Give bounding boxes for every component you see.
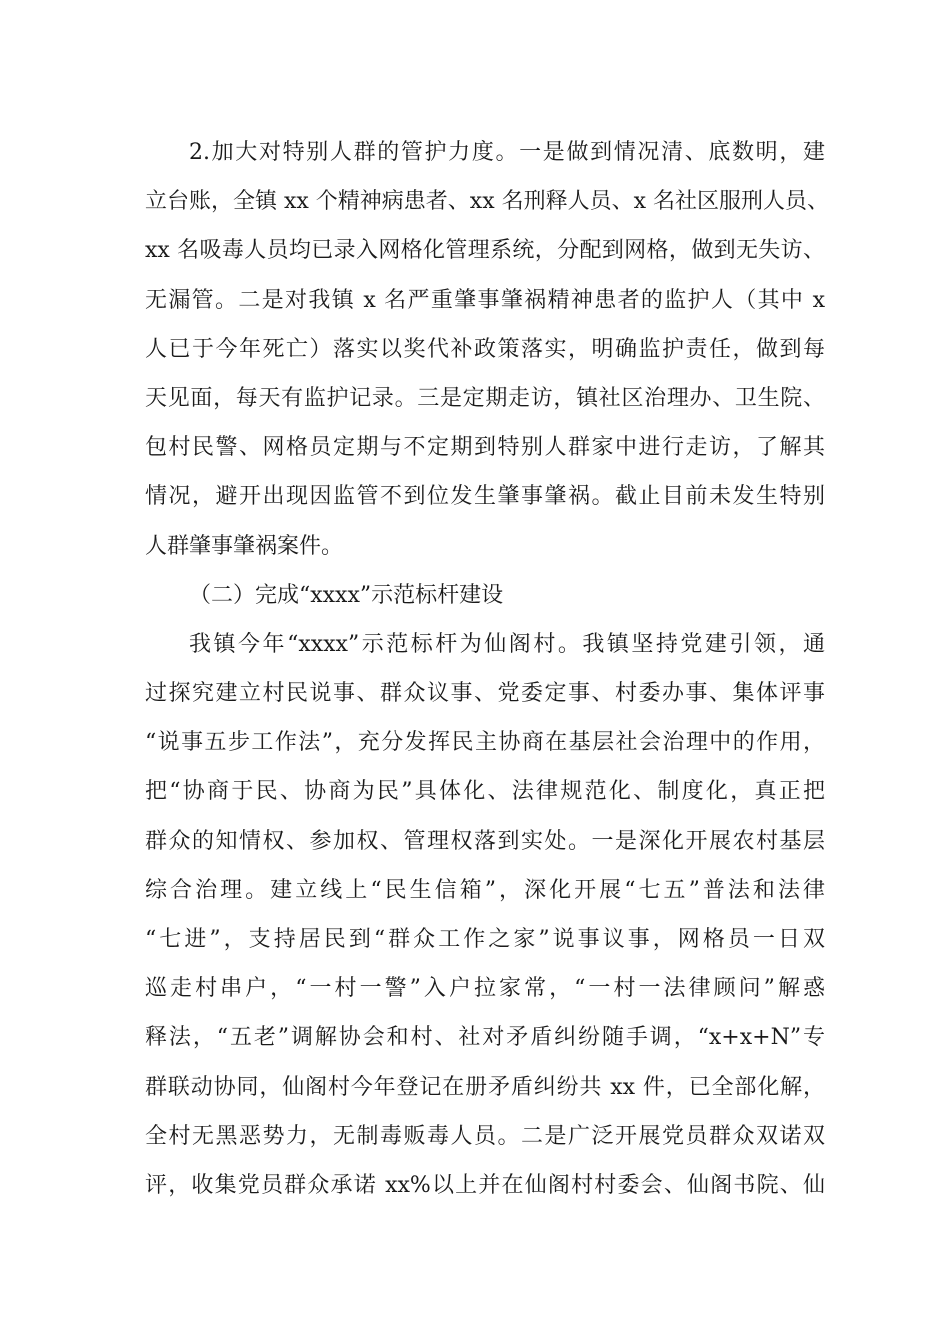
text-line: “七进”，支持居民到“群众工作之家”说事议事，网格员一日双: [145, 927, 825, 952]
text-line: 综合治理。建立线上“民生信箱”，深化开展“七五”普法和法律: [145, 877, 825, 903]
text-line: 人群肇事肇祸案件。: [145, 533, 344, 559]
text-line: 2.加大对特别人群的管护力度。一是做到情况清、底数明，建: [189, 140, 825, 165]
document-body: [145, 133, 830, 1215]
text-line: 群众的知情权、参加权、管理权落到实处。一是深化开展农村基层: [145, 828, 825, 854]
text-line: 释法，“五老”调解协会和村、社对矛盾纠纷随手调，“x+x+N”专: [145, 1025, 825, 1051]
text-line: 群联动协同，仙阁村今年登记在册矛盾纠纷共 xx 件，已全部化解，: [145, 1074, 825, 1100]
text-line: 全村无黑恶势力，无制毒贩毒人员。二是广泛开展党员群众双诺双: [145, 1123, 825, 1149]
text-line: 把“协商于民、协商为民”具体化、法律规范化、制度化，真正把: [145, 779, 825, 805]
paragraph-benchmark: [145, 625, 825, 1215]
text-line: 天见面，每天有监护记录。三是定期走访，镇社区治理办、卫生院、: [145, 385, 825, 411]
text-line: 立台账，全镇 xx 个精神病患者、xx 名刑释人员、x 名社区服刑人员、: [145, 189, 830, 215]
text-line: 过探究建立村民说事、群众议事、党委定事、村委办事、集体评事: [145, 681, 825, 707]
text-line: 巡走村串户，“一村一警”入户拉家常，“一村一法律顾问”解惑: [145, 976, 825, 1002]
section-heading: （二）完成“xxxx”示范标杆建设: [189, 582, 504, 608]
text-line: 无漏管。二是对我镇 x 名严重肇事肇祸精神患者的监护人（其中 x: [145, 287, 825, 313]
text-line: “说事五步工作法”，充分发挥民主协商在基层社会治理中的作用，: [145, 730, 825, 756]
text-line: 我镇今年“xxxx”示范标杆为仙阁村。我镇坚持党建引领，通: [189, 631, 825, 657]
text-line: xx 名吸毒人员均已录入网格化管理系统，分配到网格，做到无失访、: [145, 238, 825, 264]
text-line: 人已于今年死亡）落实以奖代补政策落实，明确监护责任，做到每: [145, 336, 825, 362]
text-line: 评，收集党员群众承诺 xx%以上并在仙阁村村委会、仙阁书院、仙: [145, 1172, 825, 1198]
paragraph-special-groups: [145, 133, 830, 576]
text-line: 情况，避开出现因监管不到位发生肇事肇祸。截止目前未发生特别: [145, 484, 825, 510]
text-line: 包村民警、网格员定期与不定期到特别人群家中进行走访，了解其: [145, 435, 825, 461]
